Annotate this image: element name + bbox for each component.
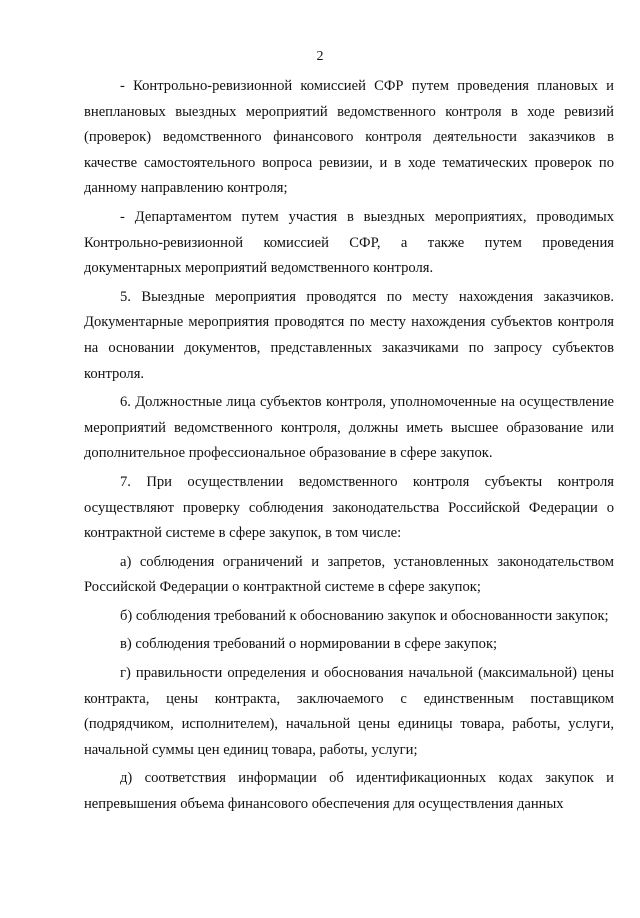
paragraph-subitem-g: г) правильности определения и обоснования начальной (максимальной) цены контракта, цены контракта, заключаемого с единственным поставщиком (подрядчиком, исполнителем), начальной цены единицы товара, работы, услуги, начальной суммы цен единиц товара, работы, услуги; <box>84 665 614 758</box>
paragraph-department-control: - Департаментом путем участия в выездных мероприятиях, проводимых Контрольно-ревизионной комиссией СФР, а также путем проведения документарных мероприятий ведомственного контроля. <box>84 208 614 277</box>
paragraph-item-5: 5. Выездные мероприятия проводятся по месту нахождения заказчиков. Документарные мероприятия проводятся по месту нахождения субъектов контроля на основании документов, представленных заказчиками по запросу субъектов контроля. <box>84 288 614 382</box>
paragraph-item-6: 6. Должностные лица субъектов контроля, уполномоченные на осуществление мероприятий ведомственного контроля, должны иметь высшее образование или дополнительное профессиональное образование в сфере закупок. <box>84 394 614 462</box>
document-body <box>84 74 614 821</box>
paragraph-subitem-b: б) соблюдения требований к обоснованию закупок и обоснованности закупок; <box>120 607 609 624</box>
paragraph-subitem-d: д) соответствия информации об идентификационных кодах закупок и непревышения объема финансового обеспечения для осуществления данных <box>84 770 614 813</box>
paragraph-krk-control: - Контрольно-ревизионной комиссией СФР путем проведения плановых и внеплановых выездных мероприятий ведомственного контроля в ходе ревизий (проверок) ведомственного финансового контроля деятельности заказчиков в качестве самостоятельного вопроса ревизии, и в ходе тематических проверок по данному направлению контроля; <box>84 78 614 197</box>
paragraph-subitem-v: в) соблюдения требований о нормировании в сфере закупок; <box>120 636 498 653</box>
paragraph-item-7: 7. При осуществлении ведомственного контроля субъекты контроля осуществляют проверку соблюдения законодательства Российской Федерации о контрактной системе в сфере закупок, в том числе: <box>84 473 614 542</box>
page-number: 2 <box>316 49 324 64</box>
paragraph-subitem-a: а) соблюдения ограничений и запретов, установленных законодательством Российской Федерации о контрактной системе в сфере закупок; <box>84 553 614 596</box>
